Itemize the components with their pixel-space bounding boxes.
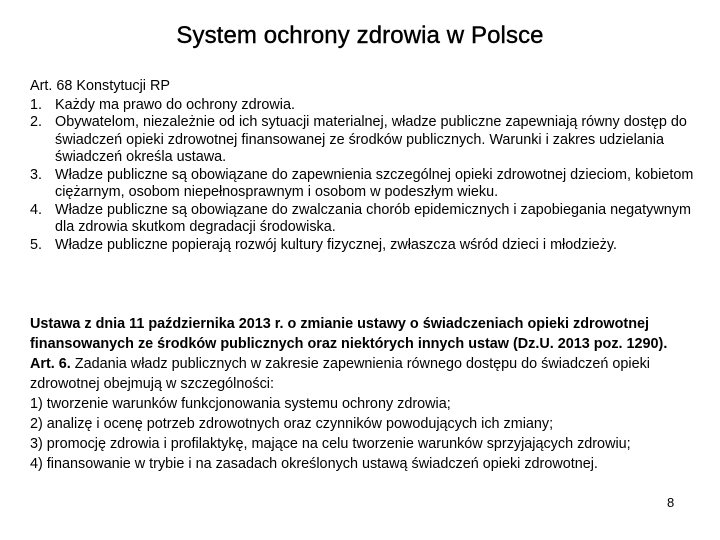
list-item bbox=[30, 97, 700, 115]
page-number: 8 bbox=[667, 495, 675, 510]
item-text: Władze publiczne popierają rozwój kultury fizycznej, zwłaszcza wśród dzieci i młodzieży. bbox=[55, 236, 617, 253]
list-item bbox=[30, 114, 700, 167]
item-number: 3. bbox=[30, 166, 43, 183]
article-text: Zadania władz publicznych w zakresie zapewnienia równego dostępu do świadczeń opieki zdrowotnej obejmują w szczególności: bbox=[30, 356, 650, 392]
list-item: 1) tworzenie warunków funkcjonowania systemu ochrony zdrowia; bbox=[30, 396, 451, 412]
item-number: 5. bbox=[30, 236, 43, 253]
list-item: 4) finansowanie w trybie i na zasadach określonych ustawą świadczeń opieki zdrowotnej. bbox=[30, 456, 598, 472]
act-title: Ustawa z dnia 11 października 2013 r. o zmianie ustawy o świadczeniach opieki zdrowotnej finansowanych ze środków publicznych oraz niektórych innych ustaw (Dz.U. 2013 poz. 1290). bbox=[30, 316, 668, 352]
item-text: Władze publiczne są obowiązane do zwalczania chorób epidemicznych i zapobiegania negatywnym dla zdrowia skutkom degradacji środowiska. bbox=[55, 201, 691, 235]
item-number: 4. bbox=[30, 201, 43, 218]
article-paragraph bbox=[30, 354, 702, 394]
constitution-section bbox=[30, 78, 700, 254]
item-text: Obywatelom, niezależnie od ich sytuacji materialnej, władze publiczne zapewniają równy dostęp do świadczeń opieki zdrowotnej finansowanej ze środków publicznych. Warunki i zakres udzielania świadczeń określa ustawa. bbox=[55, 114, 687, 165]
article-label: Art. 6. bbox=[30, 356, 71, 372]
list-item: 2) analizę i ocenę potrzeb zdrowotnych oraz czynników powodujących ich zmiany; bbox=[30, 416, 554, 432]
item-number: 1. bbox=[30, 96, 43, 113]
list-item bbox=[30, 237, 700, 255]
item-text: Władze publiczne są obowiązane do zapewnienia szczególnej opieki zdrowotnej dzieciom, kobietom ciężarnym, osobom niepełnosprawnym i osobom w podeszłym wieku. bbox=[55, 166, 694, 200]
list-item bbox=[30, 202, 700, 237]
slide-title: System ochrony zdrowia w Polsce bbox=[176, 22, 544, 49]
list-item bbox=[30, 167, 700, 202]
constitution-article-list bbox=[30, 97, 700, 255]
item-text: Każdy ma prawo do ochrony zdrowia. bbox=[55, 96, 295, 113]
act-section bbox=[30, 314, 702, 474]
list-item: 3) promocję zdrowia i profilaktykę, mające na celu tworzenie warunków sprzyjających zdrowiu; bbox=[30, 436, 631, 452]
item-number: 2. bbox=[30, 114, 43, 130]
constitution-heading: Art. 68 Konstytucji RP bbox=[30, 78, 170, 94]
